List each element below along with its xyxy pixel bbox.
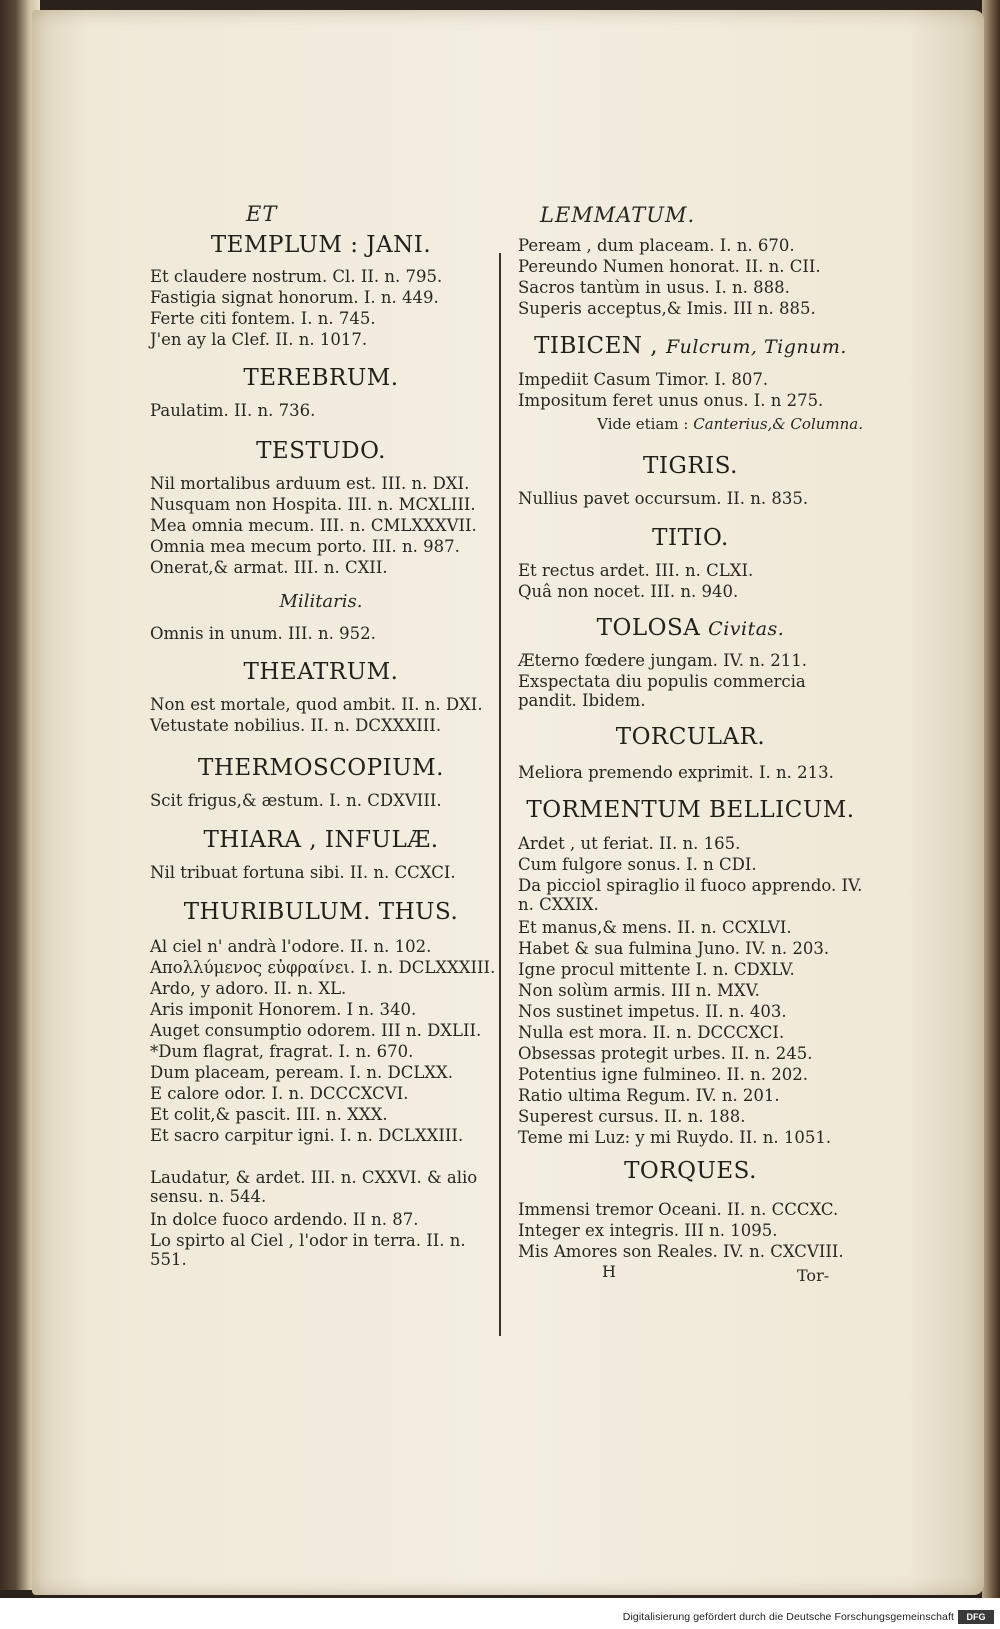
entry: *Dum flagrat, fragrat. I. n. 670. [150, 1042, 414, 1061]
entry: Immensi tremor Oceani. II. n. CCCXC. [518, 1200, 839, 1219]
entry: Impediit Casum Timor. I. 807. [518, 370, 769, 389]
column-divider [499, 253, 501, 1336]
entry: Nusquam non Hospita. III. n. MCXLIII. [150, 495, 476, 514]
heading-testudo: TESTUDO. [256, 438, 386, 464]
entry: Paulatim. II. n. 736. [150, 401, 316, 420]
heading-thuribulum: THURIBULUM. THUS. [183, 899, 459, 925]
entry: Et claudere nostrum. Cl. II. n. 795. [150, 267, 443, 286]
entry: Nil mortalibus arduum est. III. n. DXI. [150, 474, 470, 493]
vide-label: Vide etiam : [597, 415, 689, 433]
entry: Non est mortale, quod ambit. II. n. DXI. [150, 695, 483, 714]
entry: Obsessas protegit urbes. II. n. 245. [518, 1044, 813, 1063]
subheading-militaris: Militaris. [279, 591, 363, 612]
entry: Onerat,& armat. III. n. CXII. [150, 558, 388, 577]
entry: Al ciel n' andrà l'odore. II. n. 102. [150, 937, 432, 956]
entry: Ferte citi fontem. I. n. 745. [150, 309, 376, 328]
entry: Aris imponit Honorem. I n. 340. [150, 1000, 417, 1019]
heading-tibicen [518, 333, 863, 359]
heading-torcular: TORCULAR. [615, 724, 766, 750]
catchword: Tor- [797, 1266, 830, 1285]
entry: Mis Amores son Reales. IV. n. CXCVIII. [518, 1242, 844, 1261]
entry: Dum placeam, peream. I. n. DCLXX. [150, 1063, 454, 1082]
entry: Habet & sua fulmina Juno. IV. n. 203. [518, 939, 830, 958]
entry: Ardo, y adoro. II. n. XL. [150, 979, 347, 998]
running-header-left: ET [246, 202, 278, 226]
entry: Da picciol spiraglio il fuoco apprendo. IV. n. CXXIX. [518, 876, 863, 914]
heading-terebrum: TEREBRUM. [243, 365, 399, 391]
signature-mark: H [602, 1262, 616, 1281]
book-page [32, 10, 984, 1595]
heading-thiara: THIARA , INFULÆ. [203, 827, 439, 853]
entry: In dolce fuoco ardendo. II n. 87. [150, 1210, 419, 1229]
entry: Mea omnia mecum. III. n. CMLXXXVII. [150, 516, 477, 535]
entry: Meliora premendo exprimit. I. n. 213. [518, 763, 834, 782]
entry: Ardet , ut feriat. II. n. 165. [518, 834, 741, 853]
entry: Vetustate nobilius. II. n. DCXXXIII. [150, 716, 442, 735]
entry: Fastigia signat honorum. I. n. 449. [150, 288, 439, 307]
footer-credit: Digitalisierung gefördert durch die Deutsche Forschungsgemeinschaft [622, 1611, 954, 1623]
entry: Peream , dum placeam. I. n. 670. [518, 236, 795, 255]
entry: Cum fulgore sonus. I. n CDI. [518, 855, 757, 874]
entry: Et manus,& mens. II. n. CCXLVI. [518, 918, 792, 937]
entry: Impositum feret unus onus. I. n 275. [518, 391, 824, 410]
heading-tigris: TIGRIS. [643, 453, 738, 479]
heading-italic: Fulcrum, Tignum. [665, 336, 847, 358]
heading-titio: TITIO. [652, 525, 729, 551]
book-edge [982, 0, 1000, 1600]
entry: Et colit,& pascit. III. n. XXX. [150, 1105, 388, 1124]
entry: Exspectata diu populis commercia pandit. Ibidem. [518, 672, 806, 710]
heading-templum: TEMPLUM : JANI. [210, 232, 432, 258]
entry: Igne procul mittente I. n. CDXLV. [518, 960, 795, 979]
entry: Απολλύμενος εὐφραίνει. I. n. DCLXXXIII. [150, 958, 496, 977]
entry: Integer ex integris. III n. 1095. [518, 1221, 778, 1240]
heading-text: TIBICEN , [534, 333, 659, 359]
entry: Auget consumptio odorem. III n. DXLII. [150, 1021, 482, 1040]
entry: Nil tribuat fortuna sibi. II. n. CCXCI. [150, 863, 456, 882]
entry: Nos sustinet impetus. II. n. 403. [518, 1002, 787, 1021]
entry: Et sacro carpitur igni. I. n. DCLXXIII. [150, 1126, 464, 1145]
entry: Nulla est mora. II. n. DCCCXCI. [518, 1023, 785, 1042]
heading-italic: Civitas. [708, 618, 785, 640]
heading-thermoscopium: THERMOSCOPIUM. [198, 755, 444, 781]
entry: Non solùm armis. III n. MXV. [518, 981, 760, 1000]
entry: Ratio ultima Regum. IV. n. 201. [518, 1086, 780, 1105]
entry: Potentius igne fulmineo. II. n. 202. [518, 1065, 808, 1084]
entry: Laudatur, & ardet. III. n. CXXVI. & alio sensu. n. 544. [150, 1168, 478, 1206]
entry: J'en ay la Clef. II. n. 1017. [150, 330, 368, 349]
running-header-right: LEMMATUM. [540, 203, 696, 227]
entry: Lo spirto al Ciel , l'odor in terra. II. n. 551. [150, 1231, 466, 1269]
vide-targets: Canterius,& Columna. [693, 415, 863, 433]
heading-tolosa [518, 615, 863, 641]
entry: Omnis in unum. III. n. 952. [150, 624, 376, 643]
entry: Sacros tantùm in usus. I. n. 888. [518, 278, 790, 297]
entry: Quâ non nocet. III. n. 940. [518, 582, 739, 601]
cross-reference [597, 415, 863, 433]
entry: E calore odor. I. n. DCCCXCVI. [150, 1084, 409, 1103]
heading-tormentum: TORMENTUM BELLICUM. [526, 797, 855, 823]
heading-theatrum: THEATRUM. [243, 659, 399, 685]
entry: Superest cursus. II. n. 188. [518, 1107, 746, 1126]
entry: Et rectus ardet. III. n. CLXI. [518, 561, 754, 580]
heading-torques: TORQUES. [624, 1158, 757, 1184]
entry: Teme mi Luz: y mi Ruydo. II. n. 1051. [518, 1128, 832, 1147]
dfg-logo: DFG [958, 1610, 994, 1624]
entry: Æterno fœdere jungam. IV. n. 211. [518, 651, 808, 670]
entry: Superis acceptus,& Imis. III n. 885. [518, 299, 816, 318]
entry: Scit frigus,& æstum. I. n. CDXVIII. [150, 791, 442, 810]
entry: Nullius pavet occursum. II. n. 835. [518, 489, 809, 508]
entry: Omnia mea mecum porto. III. n. 987. [150, 537, 460, 556]
heading-text: TOLOSA [596, 615, 701, 641]
entry: Pereundo Numen honorat. II. n. CII. [518, 257, 821, 276]
